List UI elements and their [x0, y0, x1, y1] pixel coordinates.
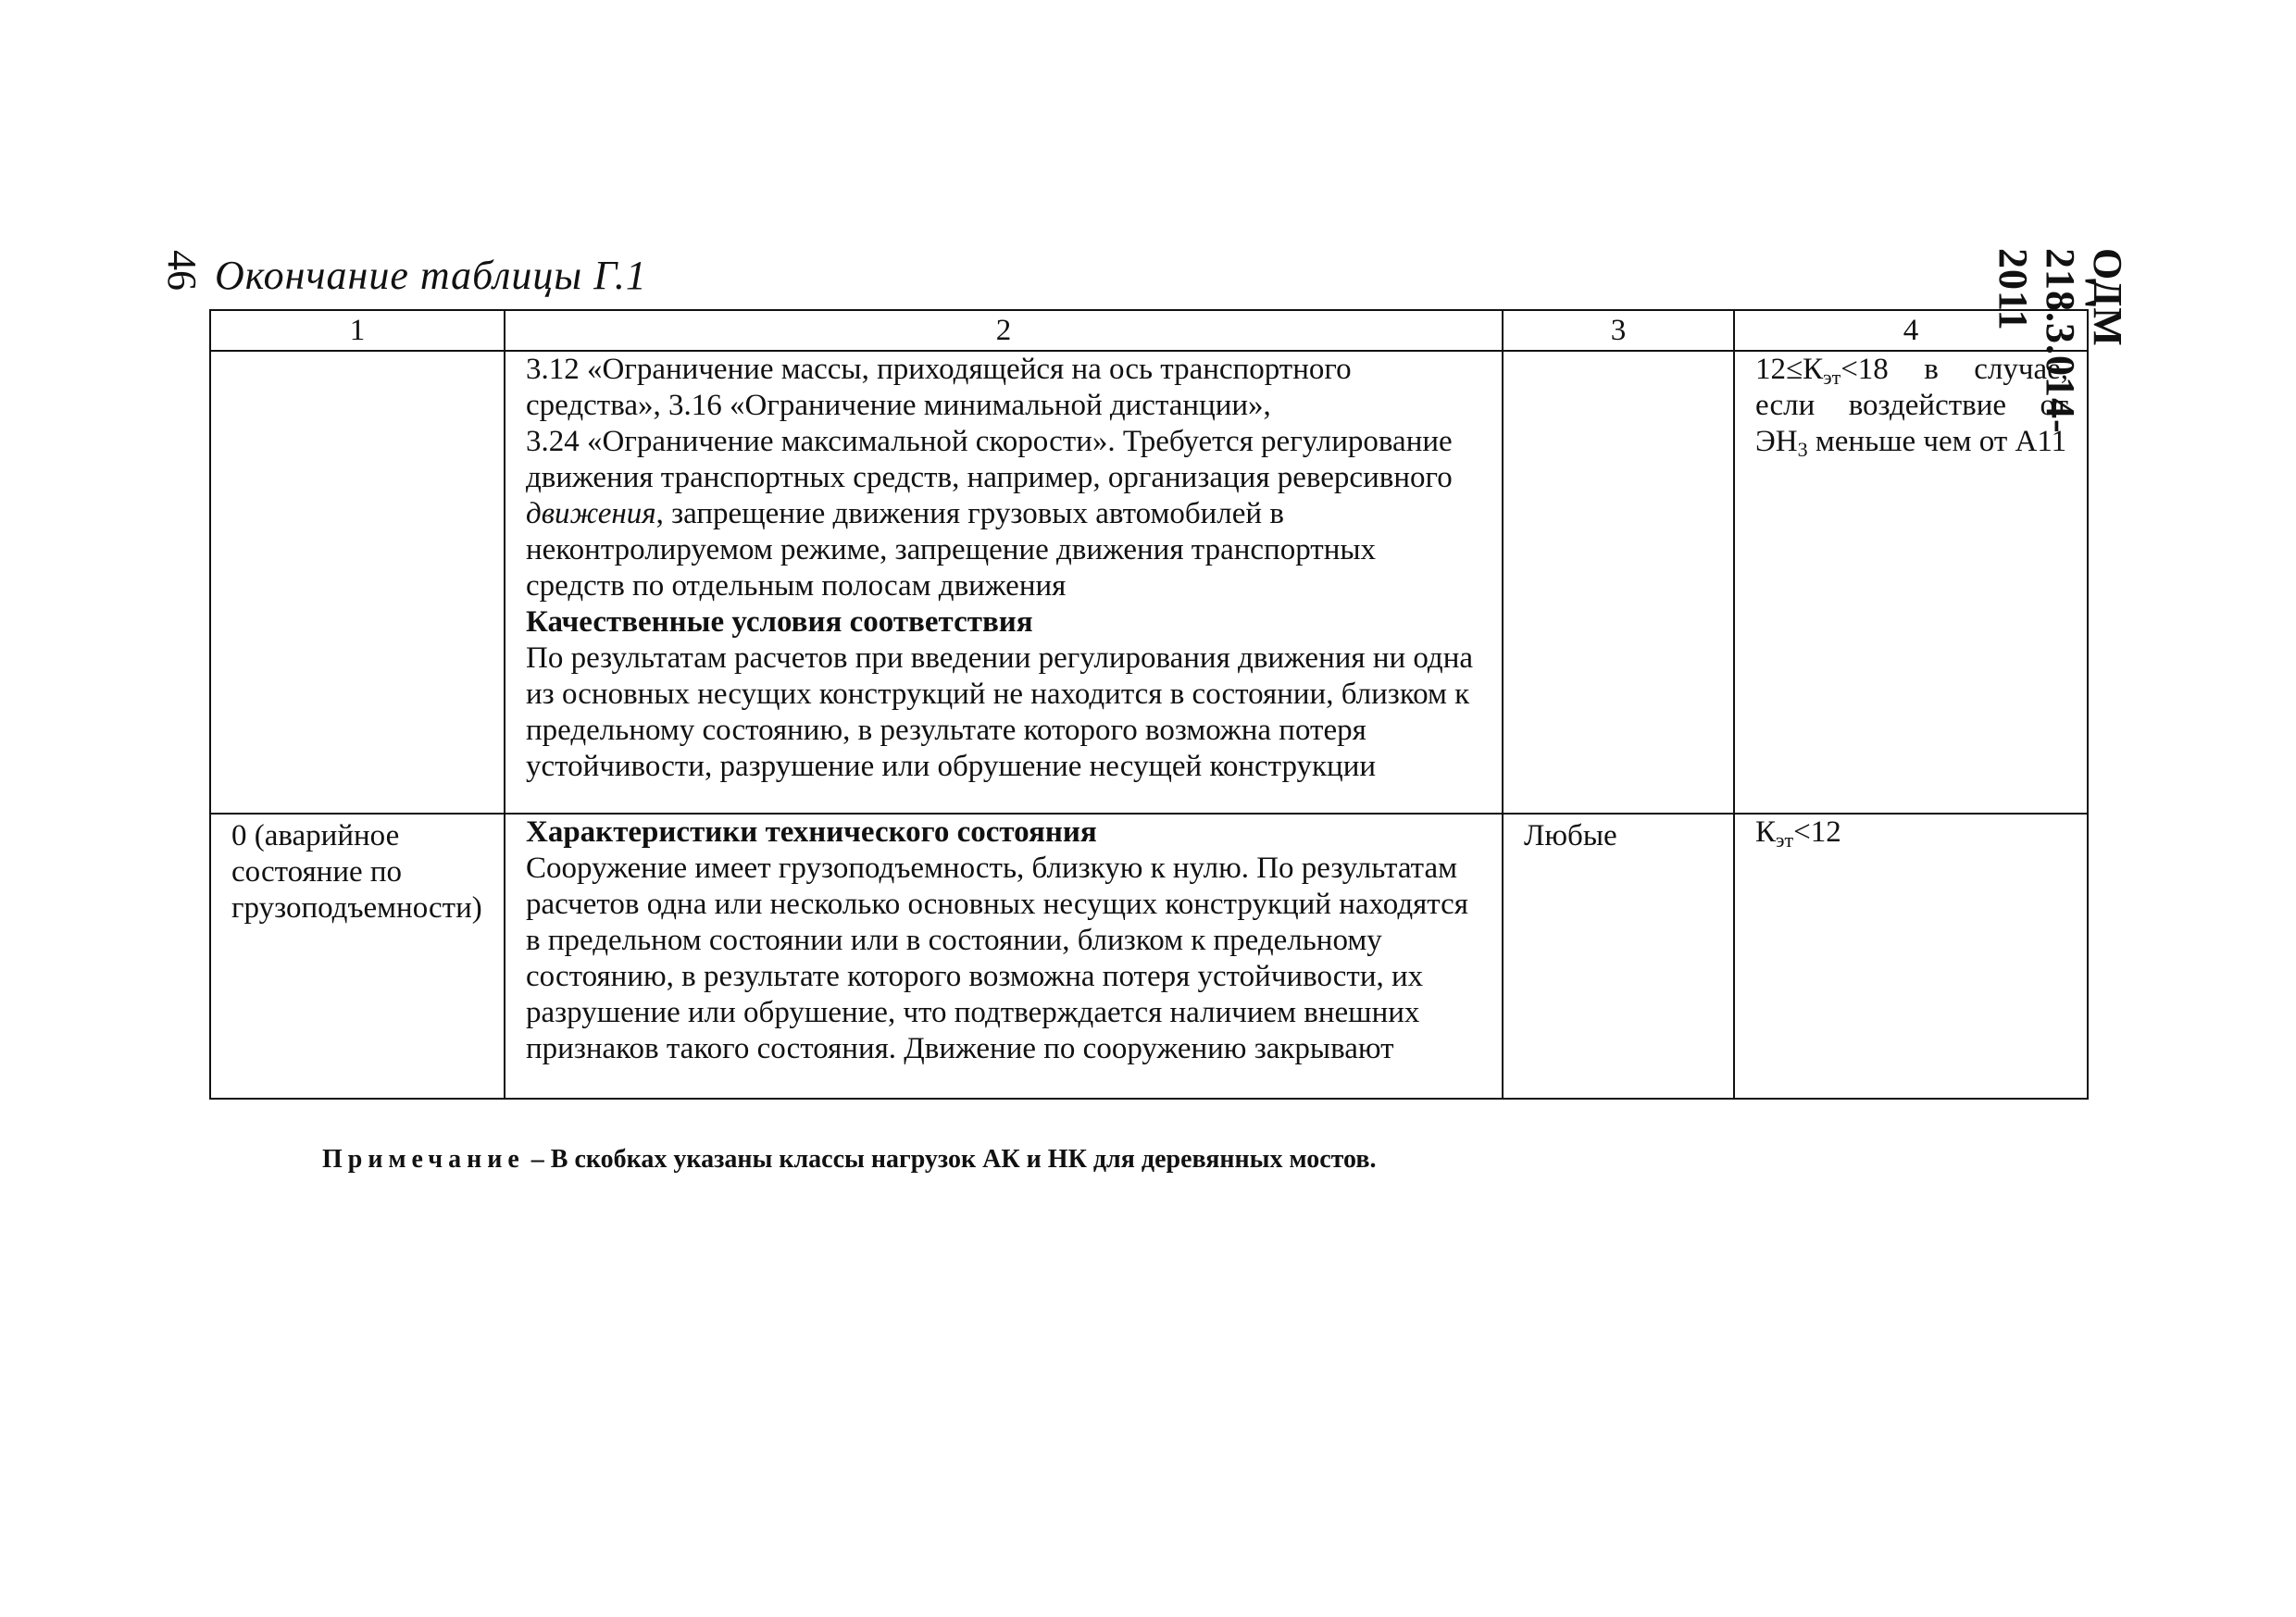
row1-col1-cell	[210, 351, 505, 814]
row2-col3-cell: Любые	[1503, 814, 1734, 1099]
row1-section-heading: Качественные условия соответствия	[526, 605, 1033, 639]
column-header-3: 3	[1503, 310, 1734, 351]
note-label: Примечание	[322, 1145, 525, 1174]
table-g1-continuation	[209, 309, 2089, 1100]
row1-col3-cell	[1503, 351, 1734, 814]
note-text: – В скобках указаны классы нагрузок АК и НК для деревянных мостов.	[524, 1145, 1377, 1174]
row1-col4-cell: $12\le К_{эт}<18$ в случае, если воздействие от $ЭН_3$ меньше чем от А11	[1734, 351, 2088, 814]
row2-col1-cell: 0 (аварийное состояние по грузоподъемности)	[210, 814, 505, 1099]
row2-section-body: Сооружение имеет грузоподъемность, близкую к нулю. По результатам расчетов одна или несколько основных несущих конструкций находятся в предельном состоянии или в состоянии, близком к предельному состоянию, в результате которого возможна потеря устойчивости, их разрушение или обрушение, что подтверждается наличием внешних признаков такого состояния. Движение по сооружению закрывают	[526, 852, 1468, 1065]
row2-section-heading: Характеристики технического состояния	[526, 815, 1097, 849]
page-number: 46	[159, 250, 205, 291]
column-header-4: 4	[1734, 310, 2088, 351]
row1-restrictions-text: 3.12 «Ограничение массы, приходящейся на ось транспортного средства», 3.16 «Ограничение минимальной дистанции», 3.24 «Ограничение максимальной скорости». Требуется регулирование движения транспортных средств, например, организация реверсивного движения, запрещение движения грузовых автомобилей в неконтролируемом режиме, запрещение движения транспортных средств по отдельным полосам движения	[526, 353, 1453, 603]
table-header-row	[210, 310, 2088, 351]
row2-col2-cell	[505, 814, 1503, 1099]
row1-col2-cell	[505, 351, 1503, 814]
table-row	[210, 814, 2088, 1099]
table-row	[210, 351, 2088, 814]
table-caption: Окончание таблицы Г.1	[215, 253, 647, 298]
column-header-2: 2	[505, 310, 1503, 351]
document-code: ОДМ 218.3.014-2011	[1990, 248, 2130, 434]
column-header-1: 1	[210, 310, 505, 351]
row2-col4-cell: $К_{эт}<12$	[1734, 814, 2088, 1099]
row1-section-body: По результатам расчетов при введении регулирования движения ни одна из основных несущих конструкций не находится в состоянии, близком к предельному состоянию, в результате которого возможна потеря устойчивости, разрушение или обрушение несущей конструкции	[526, 641, 1474, 783]
table-note	[322, 1145, 1376, 1175]
